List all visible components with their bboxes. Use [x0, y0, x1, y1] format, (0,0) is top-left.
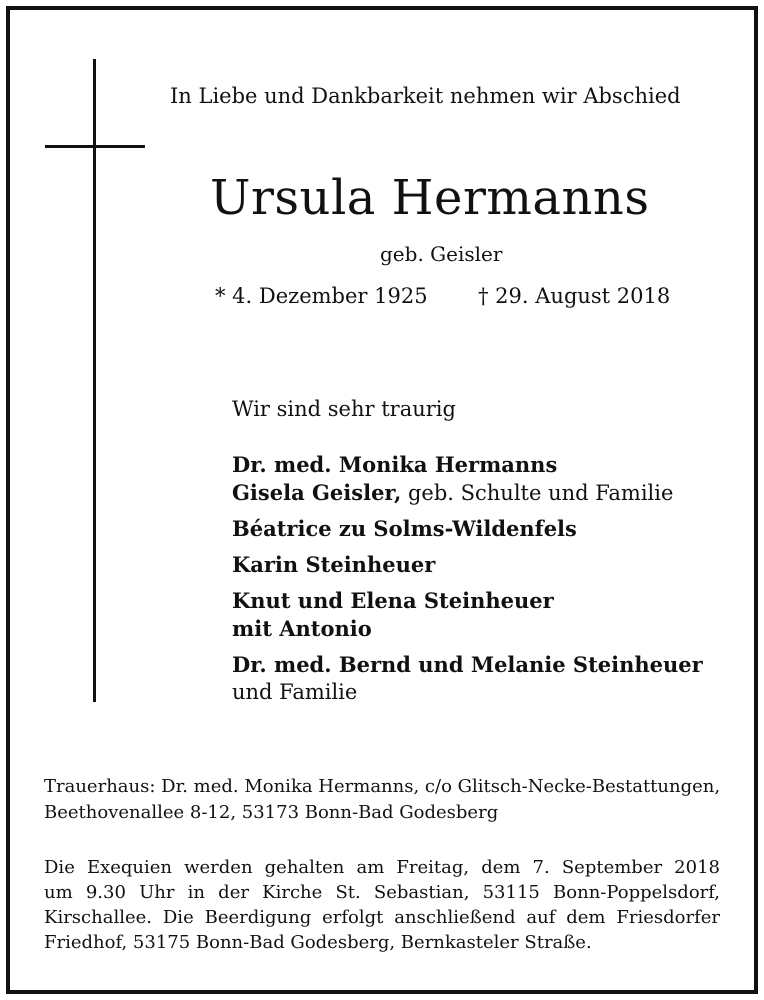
mourner-name: Knut und Elena Steinheuer	[232, 588, 554, 613]
mourner-name: Dr. med. Bernd und Melanie Steinheuer	[232, 652, 703, 677]
mourner-note: und Familie	[232, 680, 358, 704]
cross-icon-vertical	[93, 59, 96, 702]
mourner-note: geb. Schulte und Familie	[401, 481, 674, 505]
service-line: Kirschallee. Die Beerdigung erfolgt anschließend auf dem Friesdorfer	[44, 907, 720, 928]
mourner-name: Dr. med. Monika Hermanns	[232, 452, 558, 477]
mourning-house-line: Trauerhaus: Dr. med. Monika Hermanns, c/o Glitsch-Necke-Bestattungen,	[44, 776, 721, 797]
mourner-name: Karin Steinheuer	[232, 552, 436, 577]
mourner-item	[232, 651, 703, 679]
deceased-name: Ursula Hermanns	[210, 170, 650, 226]
mourner-name: Béatrice zu Solms-Wildenfels	[232, 516, 577, 541]
mourner-item	[232, 515, 703, 543]
mourner-name: Gisela Geisler,	[232, 480, 402, 505]
mourner-item	[232, 551, 703, 579]
service-info	[44, 855, 720, 955]
mourning-house-line: Beethovenallee 8-12, 53173 Bonn-Bad Godesberg	[44, 802, 499, 823]
mourners-list	[232, 451, 703, 706]
mourner-item	[232, 679, 703, 706]
cross-icon-horizontal	[45, 145, 145, 148]
statement: Wir sind sehr traurig	[232, 397, 456, 421]
service-line: Friedhof, 53175 Bonn-Bad Godesberg, Bernkasteler Straße.	[44, 932, 592, 953]
intro-line: In Liebe und Dankbarkeit nehmen wir Abschied	[170, 84, 681, 108]
service-line: Die Exequien werden gehalten am Freitag, dem 7. September 2018	[44, 857, 720, 878]
mourner-item	[232, 451, 703, 479]
maiden-name: geb. Geisler	[380, 242, 503, 266]
mourning-house	[44, 774, 720, 826]
mourner-item	[232, 615, 703, 643]
birth-date: * 4. Dezember 1925	[215, 284, 428, 308]
death-date: † 29. August 2018	[478, 284, 671, 308]
mourner-item	[232, 479, 703, 507]
mourner-item	[232, 587, 703, 615]
mourner-note-bold: mit Antonio	[232, 616, 372, 641]
service-line: um 9.30 Uhr in der Kirche St. Sebastian, 53115 Bonn-Poppelsdorf,	[44, 882, 720, 903]
